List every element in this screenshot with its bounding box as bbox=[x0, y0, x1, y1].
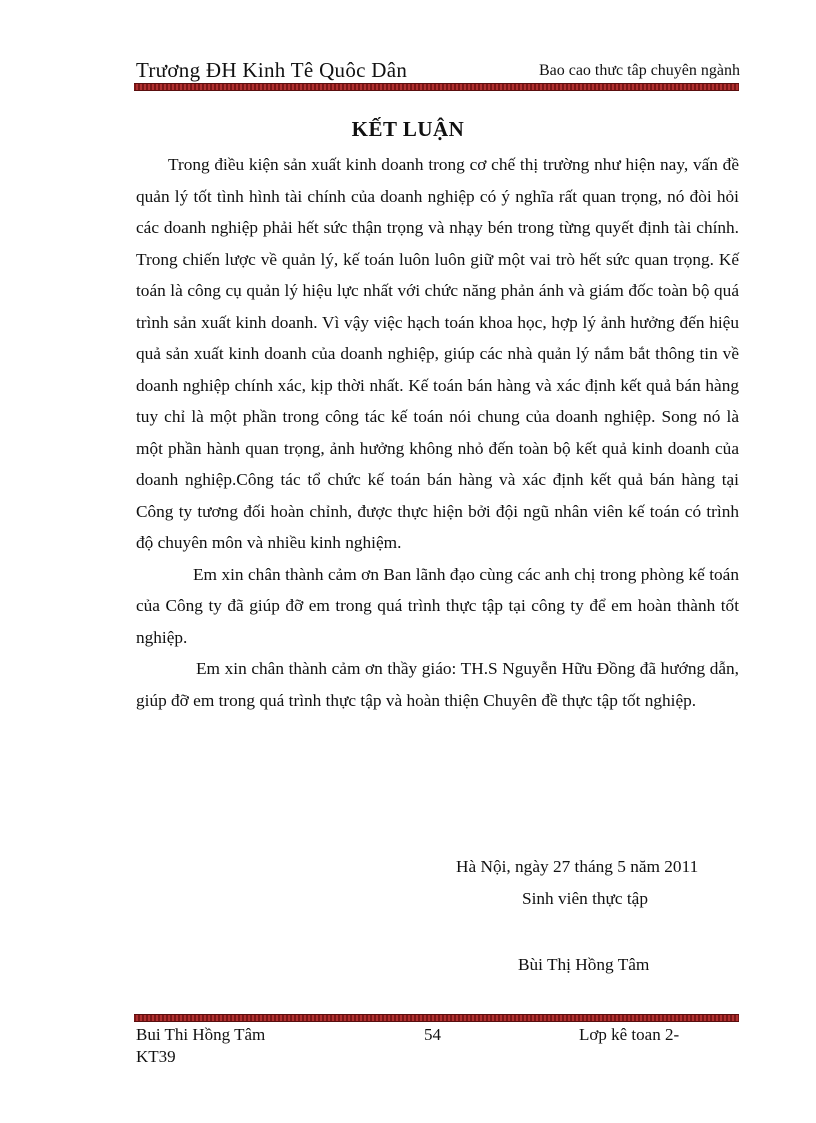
page-title: KẾT LUẬN bbox=[351, 117, 465, 141]
footer-page-number: 54 bbox=[424, 1025, 441, 1044]
signature-role: Sinh viên thực tập bbox=[522, 889, 648, 908]
footer-author: Bui Thi Hồng Tâm bbox=[136, 1025, 266, 1044]
header-report-type: Bao cao thưc tâp chuyên ngành bbox=[538, 62, 740, 79]
signature-name: Bùi Thị Hồng Tâm bbox=[518, 955, 650, 974]
footer-class-code: KT39 bbox=[136, 1047, 176, 1066]
paragraph-conclusion: Trong điều kiện sản xuất kinh doanh trong cơ chế thị trường như hiện nay, vấn đề quản lý tốt tình hình tài chính của doanh nghiệp có ý nghĩa rất quan trọng, nó đòi hỏi các doanh nghiệp phải hết sức thận trọng và nhạy bén trong từng quyết định tài chính. Trong chiến lược về quản lý, kế toán luôn luôn giữ một vai trò hết sức quan trọng. Kế toán là công cụ quản lý hiệu lực nhất với chức năng phản ánh và giám đốc toàn bộ quá trình sản xuất kinh doanh. Vì vậy việc hạch toán khoa học, hợp lý ảnh hưởng đến hiệu quả sản xuất kinh doanh của doanh nghiệp, giúp các nhà quản lý nắm bắt thông tin về doanh nghiệp chính xác, kịp thời nhất. Kế toán bán hàng và xác định kết quả bán hàng tuy chỉ là một phần trong công tác kế toán nói chung của doanh nghiệp. Song nó là một phần hành quan trọng, ảnh hưởng không nhỏ đến toàn bộ kết quả kinh doanh của doanh nghiệp.Công tác tổ chức kế toán bán hàng và xác định kết quả bán hàng tại Công ty tương đối hoàn chỉnh, được thực hiện bởi đội ngũ nhân viên kế toán có trình độ chuyên môn và nhiều kinh nghiệm. bbox=[136, 155, 739, 552]
paragraph-thanks-teacher: Em xin chân thành cảm ơn thầy giáo: TH.S Nguyễn Hữu Đồng đã hướng dẫn, giúp đỡ em trong quá trình thực tập và hoàn thiện Chuyên đề thực tập tốt nghiệp. bbox=[136, 659, 739, 710]
header-divider bbox=[134, 83, 739, 91]
paragraph-thanks-company: Em xin chân thành cảm ơn Ban lãnh đạo cùng các anh chị trong phòng kế toán của Công ty đã giúp đỡ em trong quá trình thực tập tại công ty để em hoàn thành tốt nghiệp. bbox=[136, 564, 739, 647]
signature-place-date: Hà Nội, ngày 27 tháng 5 năm 2011 bbox=[456, 857, 699, 876]
footer-divider bbox=[134, 1014, 739, 1022]
document-body bbox=[136, 149, 739, 716]
footer-class: Lơp kê toan 2- bbox=[579, 1025, 680, 1044]
header-school: Trương ĐH Kinh Tê Quôc Dân bbox=[136, 58, 408, 82]
